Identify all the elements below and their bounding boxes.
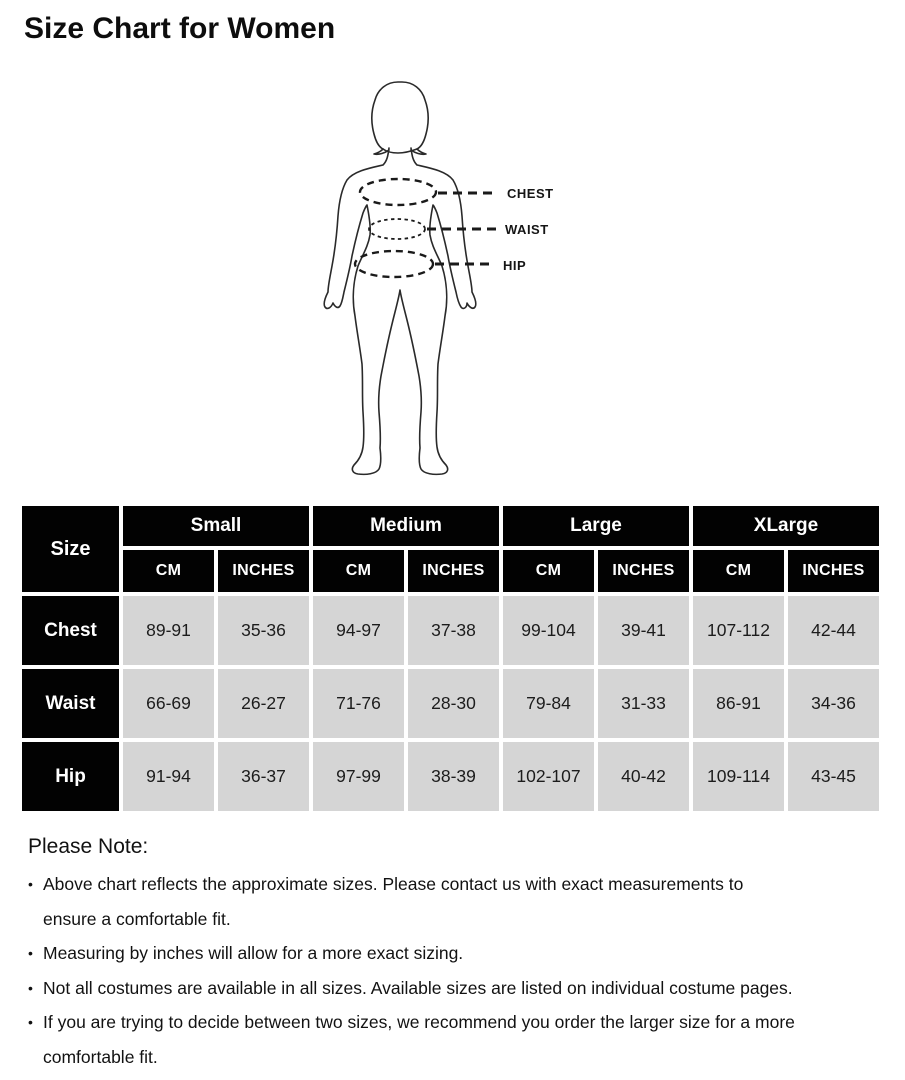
body-measurement-diagram: [0, 0, 905, 500]
note-line: If you are trying to decide between two sizes, we recommend you order the larger size for a more: [43, 1012, 795, 1032]
size-group-header-small: Small: [123, 506, 309, 546]
measurement-cell: 42-44: [788, 596, 879, 665]
measurement-cell: 89-91: [123, 596, 214, 665]
measurement-cell: 34-36: [788, 669, 879, 738]
waist-measure-ellipse: [369, 219, 425, 239]
bullet-icon: •: [28, 876, 33, 892]
hip-label: HIP: [503, 258, 527, 273]
measurement-cell: 97-99: [313, 742, 404, 811]
waist-label: WAIST: [505, 222, 549, 237]
note-text: [43, 867, 894, 936]
measurement-row-chest: [22, 596, 879, 665]
row-label: Hip: [22, 742, 119, 811]
measurement-cell: 38-39: [408, 742, 499, 811]
measurement-cell: 94-97: [313, 596, 404, 665]
hip-measure-ellipse: [355, 251, 433, 277]
measurement-cell: 107-112: [693, 596, 784, 665]
unit-header-inches: INCHES: [788, 550, 879, 592]
bullet-icon: •: [28, 979, 33, 996]
note-line: ensure a comfortable fit.: [43, 908, 231, 929]
measurement-cell: 36-37: [218, 742, 309, 811]
unit-header-inches: INCHES: [598, 550, 689, 592]
measurement-cell: 79-84: [503, 669, 594, 738]
unit-header-inches: INCHES: [218, 550, 309, 592]
note-text: [43, 1005, 894, 1074]
note-text: [43, 936, 894, 971]
note-line: Measuring by inches will allow for a more exact sizing.: [43, 943, 464, 963]
notes-list: [28, 867, 894, 1074]
size-corner-header: Size: [22, 506, 119, 592]
measurement-cell: 28-30: [408, 669, 499, 738]
measurement-row-waist: [22, 669, 879, 738]
size-table: [18, 502, 883, 815]
unit-header-cm: CM: [313, 550, 404, 592]
head-outline: [372, 82, 428, 153]
unit-header-inches: INCHES: [408, 550, 499, 592]
chest-label: CHEST: [507, 186, 554, 201]
female-body-outline-figure: [320, 78, 610, 478]
measurement-cell: 71-76: [313, 669, 404, 738]
note-line: Above chart reflects the approximate sizes. Please contact us with exact measurements to: [43, 874, 744, 894]
bullet-icon: •: [28, 945, 33, 961]
measurement-cell: 86-91: [693, 669, 784, 738]
unit-header-cm: CM: [123, 550, 214, 592]
unit-header-cm: CM: [503, 550, 594, 592]
measurement-cell: 39-41: [598, 596, 689, 665]
note-item: [28, 867, 894, 936]
measurement-cell: 109-114: [693, 742, 784, 811]
note-line: Not all costumes are available in all sizes. Available sizes are listed on individual costume pages.: [43, 977, 793, 998]
note-text: [43, 971, 894, 1006]
measurement-cell: 102-107: [503, 742, 594, 811]
size-group-header-medium: Medium: [313, 506, 499, 546]
row-label: Waist: [22, 669, 119, 738]
hair-flick-left: [374, 149, 389, 154]
unit-header-cm: CM: [693, 550, 784, 592]
note-item: [28, 936, 894, 971]
measurement-cell: 31-33: [598, 669, 689, 738]
page-title: Size Chart for Women: [24, 12, 336, 45]
size-group-header-large: Large: [503, 506, 689, 546]
notes-heading: Please Note:: [28, 835, 149, 858]
measurement-cell: 43-45: [788, 742, 879, 811]
chest-measure-ellipse: [360, 179, 436, 205]
measurement-row-hip: [22, 742, 879, 811]
measurement-cell: 37-38: [408, 596, 499, 665]
measurement-cell: 40-42: [598, 742, 689, 811]
measurement-cell: 91-94: [123, 742, 214, 811]
note-line: comfortable fit.: [43, 1046, 158, 1067]
row-label: Chest: [22, 596, 119, 665]
measurement-cell: 99-104: [503, 596, 594, 665]
size-group-header-xlarge: XLarge: [693, 506, 879, 546]
body-outline: [324, 148, 476, 474]
note-item: [28, 1005, 894, 1074]
measurement-cell: 26-27: [218, 669, 309, 738]
measurement-cell: 66-69: [123, 669, 214, 738]
measurement-cell: 35-36: [218, 596, 309, 665]
bullet-icon: •: [28, 1014, 33, 1030]
note-item: [28, 971, 894, 1006]
